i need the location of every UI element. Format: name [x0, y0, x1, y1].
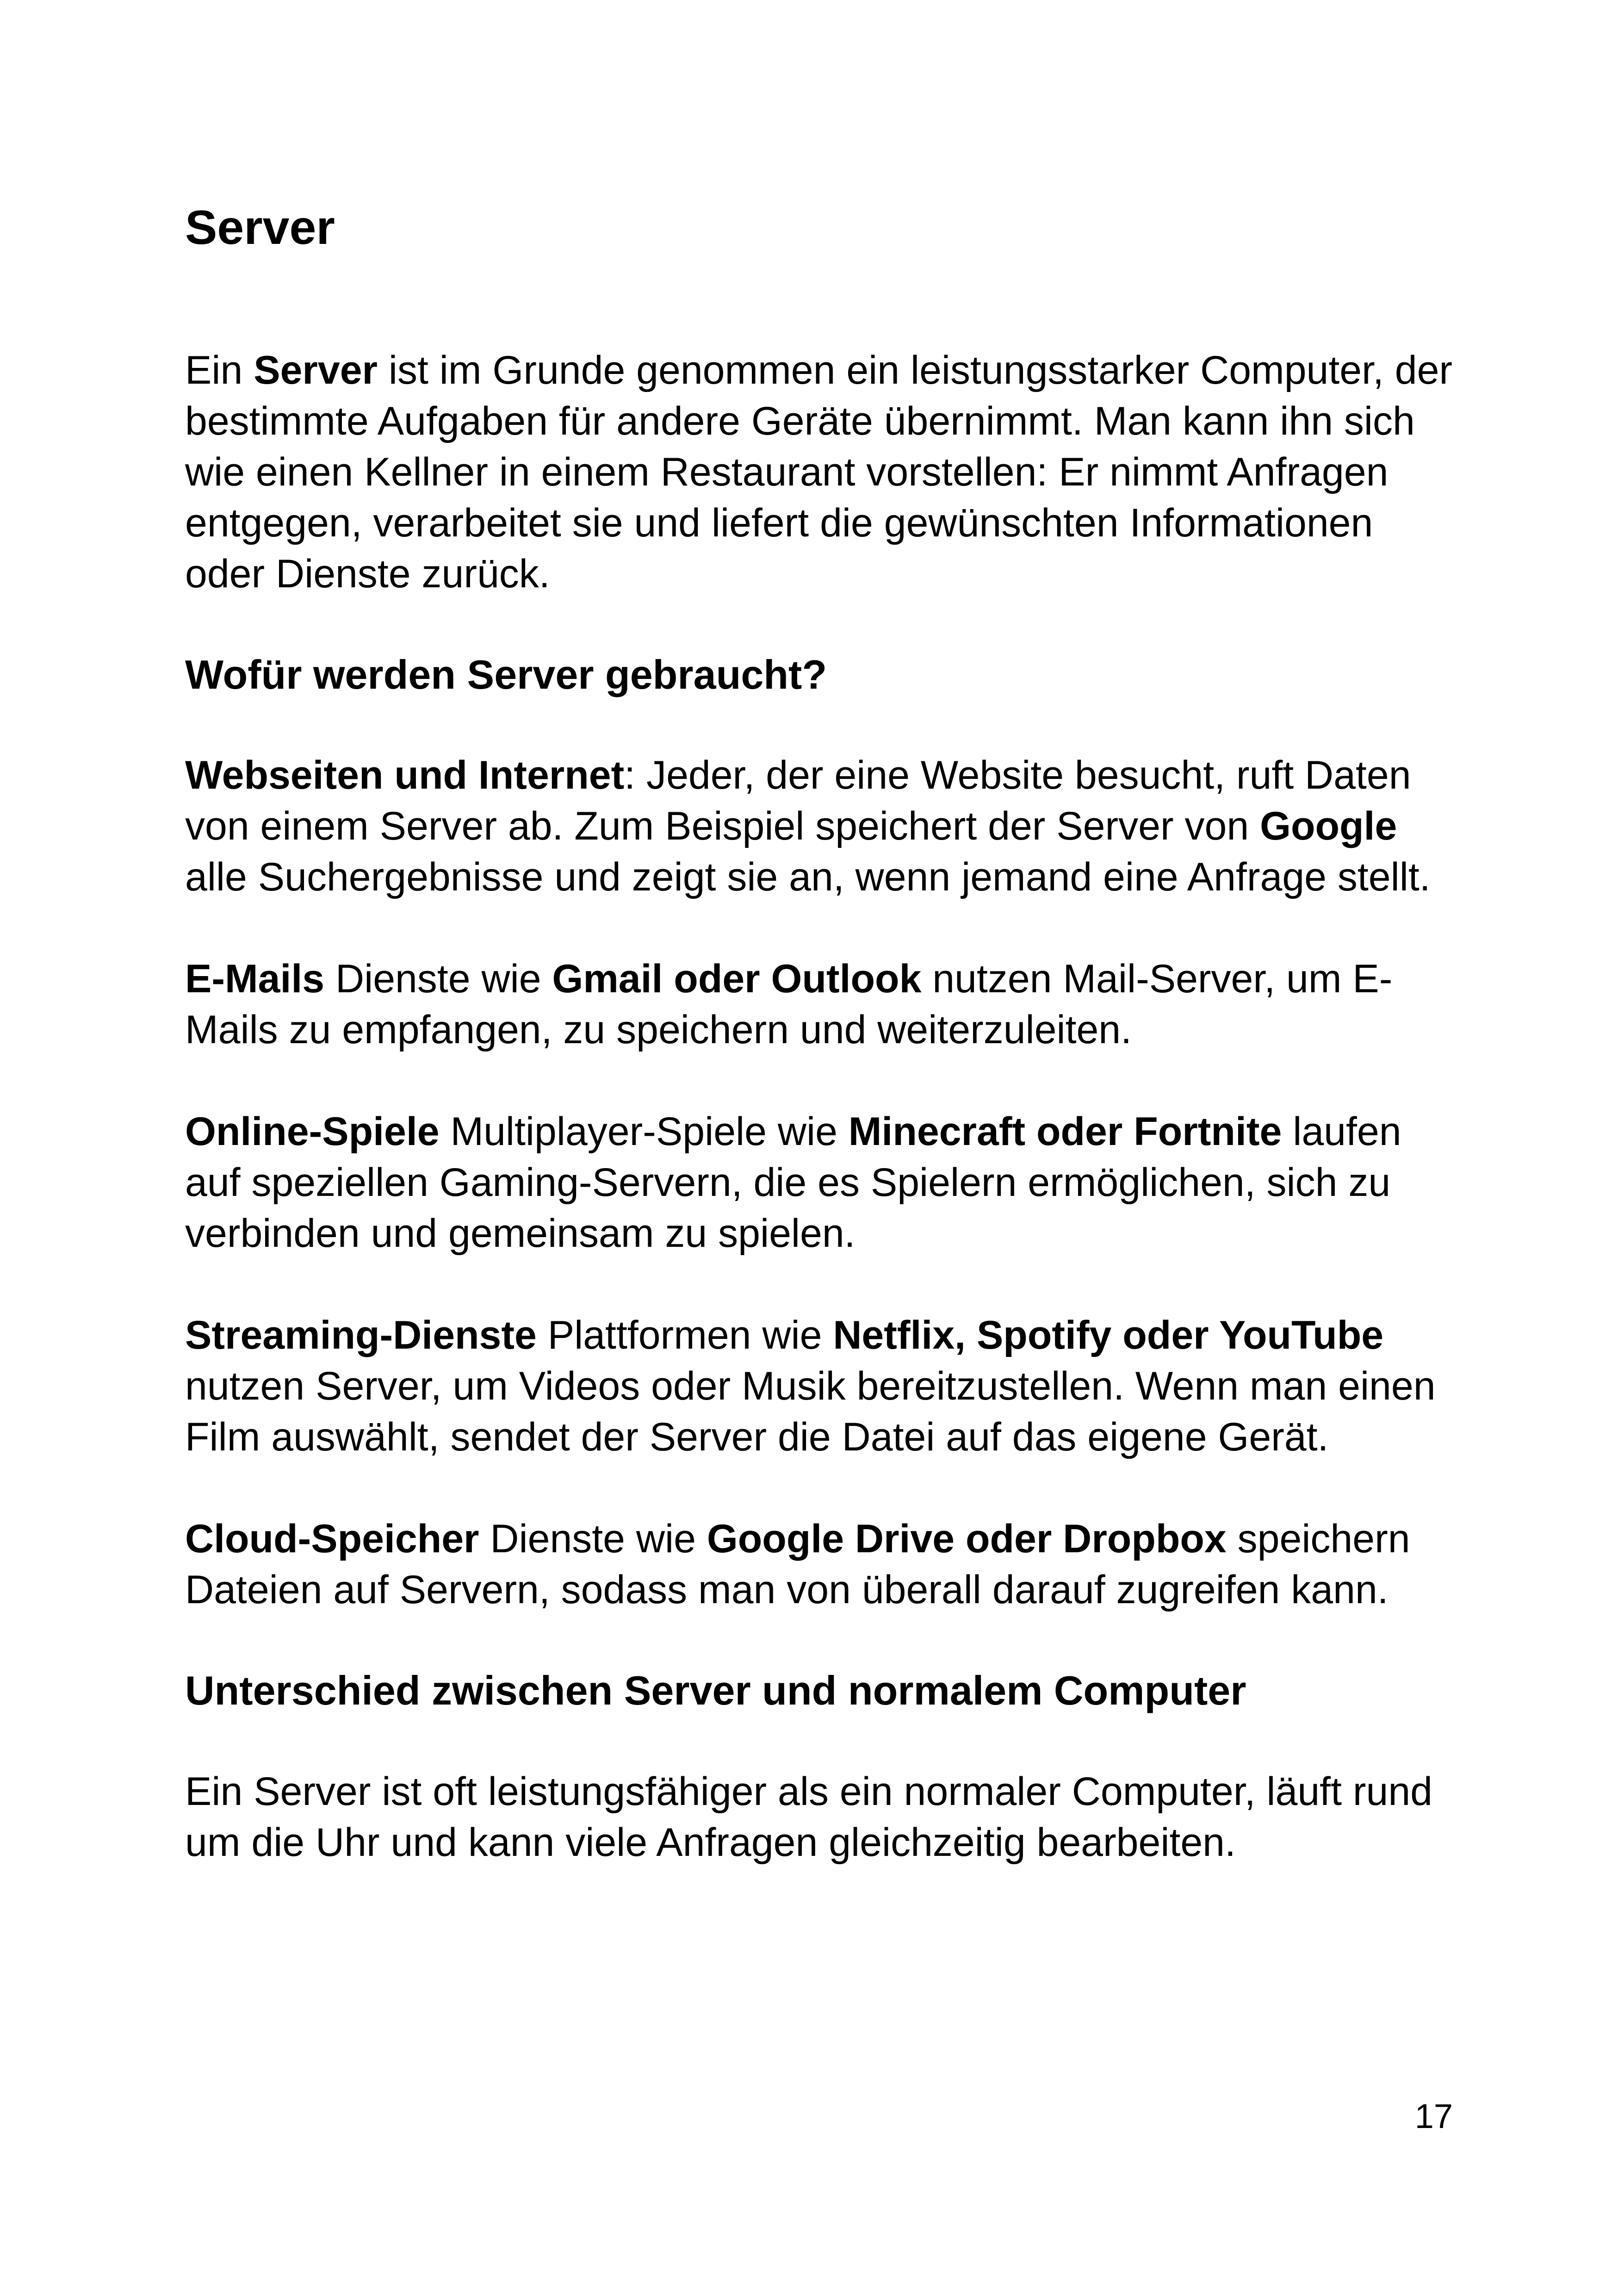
page-content — [185, 199, 1462, 1868]
use-streaming-text-2: nutzen Server, um Videos oder Musik bereitzustellen. Wenn man einen Film auswählt, sendet der Server die Datei auf das eigene Gerät. — [185, 1364, 1436, 1460]
use-web-example: Google — [1260, 804, 1397, 849]
use-games-term: Online-Spiele — [185, 1109, 440, 1154]
use-email — [185, 953, 1462, 1055]
use-web-text-2: alle Suchergebnisse und zeigt sie an, wenn jemand eine Anfrage stellt. — [185, 855, 1431, 900]
use-cloud-text-2: speichern Dateien auf Servern, sodass man von überall darauf zugreifen kann. — [185, 1517, 1410, 1612]
use-cloud-text-1: Dienste wie — [479, 1517, 707, 1562]
use-streaming-example: Netflix, Spotify oder YouTube — [833, 1313, 1384, 1358]
use-games-text-2: laufen auf speziellen Gaming-Servern, die es Spielern ermöglichen, sich zu verbinden und gemeinsam zu spielen. — [185, 1109, 1401, 1256]
use-email-term: E-Mails — [185, 957, 325, 1002]
use-games-text-1: Multiplayer-Spiele wie — [439, 1109, 849, 1154]
use-cloud — [185, 1513, 1462, 1615]
difference-paragraph: Ein Server ist oft leistungsfähiger als ein normaler Computer, läuft rund um die Uhr und kann viele Anfragen gleichzeitig bearbeiten. — [185, 1769, 1432, 1865]
use-email-text-2: nutzen Mail-Server, um E-Mails zu empfangen, zu speichern und weiterzuleiten. — [185, 957, 1393, 1052]
page-title: Server — [185, 201, 335, 255]
use-web-term: Webseiten und Internet — [185, 753, 625, 798]
heading-uses: Wofür werden Server gebraucht? — [185, 651, 827, 697]
use-streaming — [185, 1310, 1462, 1462]
use-streaming-term: Streaming-Dienste — [185, 1313, 537, 1358]
use-email-example: Gmail oder Outlook — [552, 957, 922, 1002]
use-cloud-term: Cloud-Speicher — [185, 1517, 479, 1562]
intro-text-2: ist im Grunde genommen ein leistungsstarker Computer, der bestimmte Aufgaben für andere Geräte übernimmt. Man kann ihn sich wie einen Kellner in einem Restaurant vorstellen: Er nimmt Anfragen entgegen, verarbeitet sie und liefert die gewünschten Informationen oder Dienste zurück. — [185, 348, 1453, 596]
intro-text-1: Ein — [185, 348, 254, 392]
intro-paragraph — [185, 345, 1462, 599]
use-email-text-1: Dienste wie — [324, 957, 552, 1002]
use-streaming-text-1: Plattformen wie — [536, 1313, 833, 1358]
use-web-text-1: : Jeder, der eine Website besucht, ruft Daten von einem Server ab. Zum Beispiel speichert der Server von — [185, 753, 1411, 849]
use-cloud-example: Google Drive oder Dropbox — [707, 1517, 1227, 1562]
use-web — [185, 750, 1462, 902]
page-number: 17 — [1414, 2097, 1453, 2135]
use-games-example: Minecraft oder Fortnite — [848, 1109, 1282, 1154]
intro-bold-server: Server — [254, 348, 378, 392]
heading-difference: Unterschied zwischen Server und normalem Computer — [185, 1668, 1246, 1714]
use-games — [185, 1106, 1462, 1259]
